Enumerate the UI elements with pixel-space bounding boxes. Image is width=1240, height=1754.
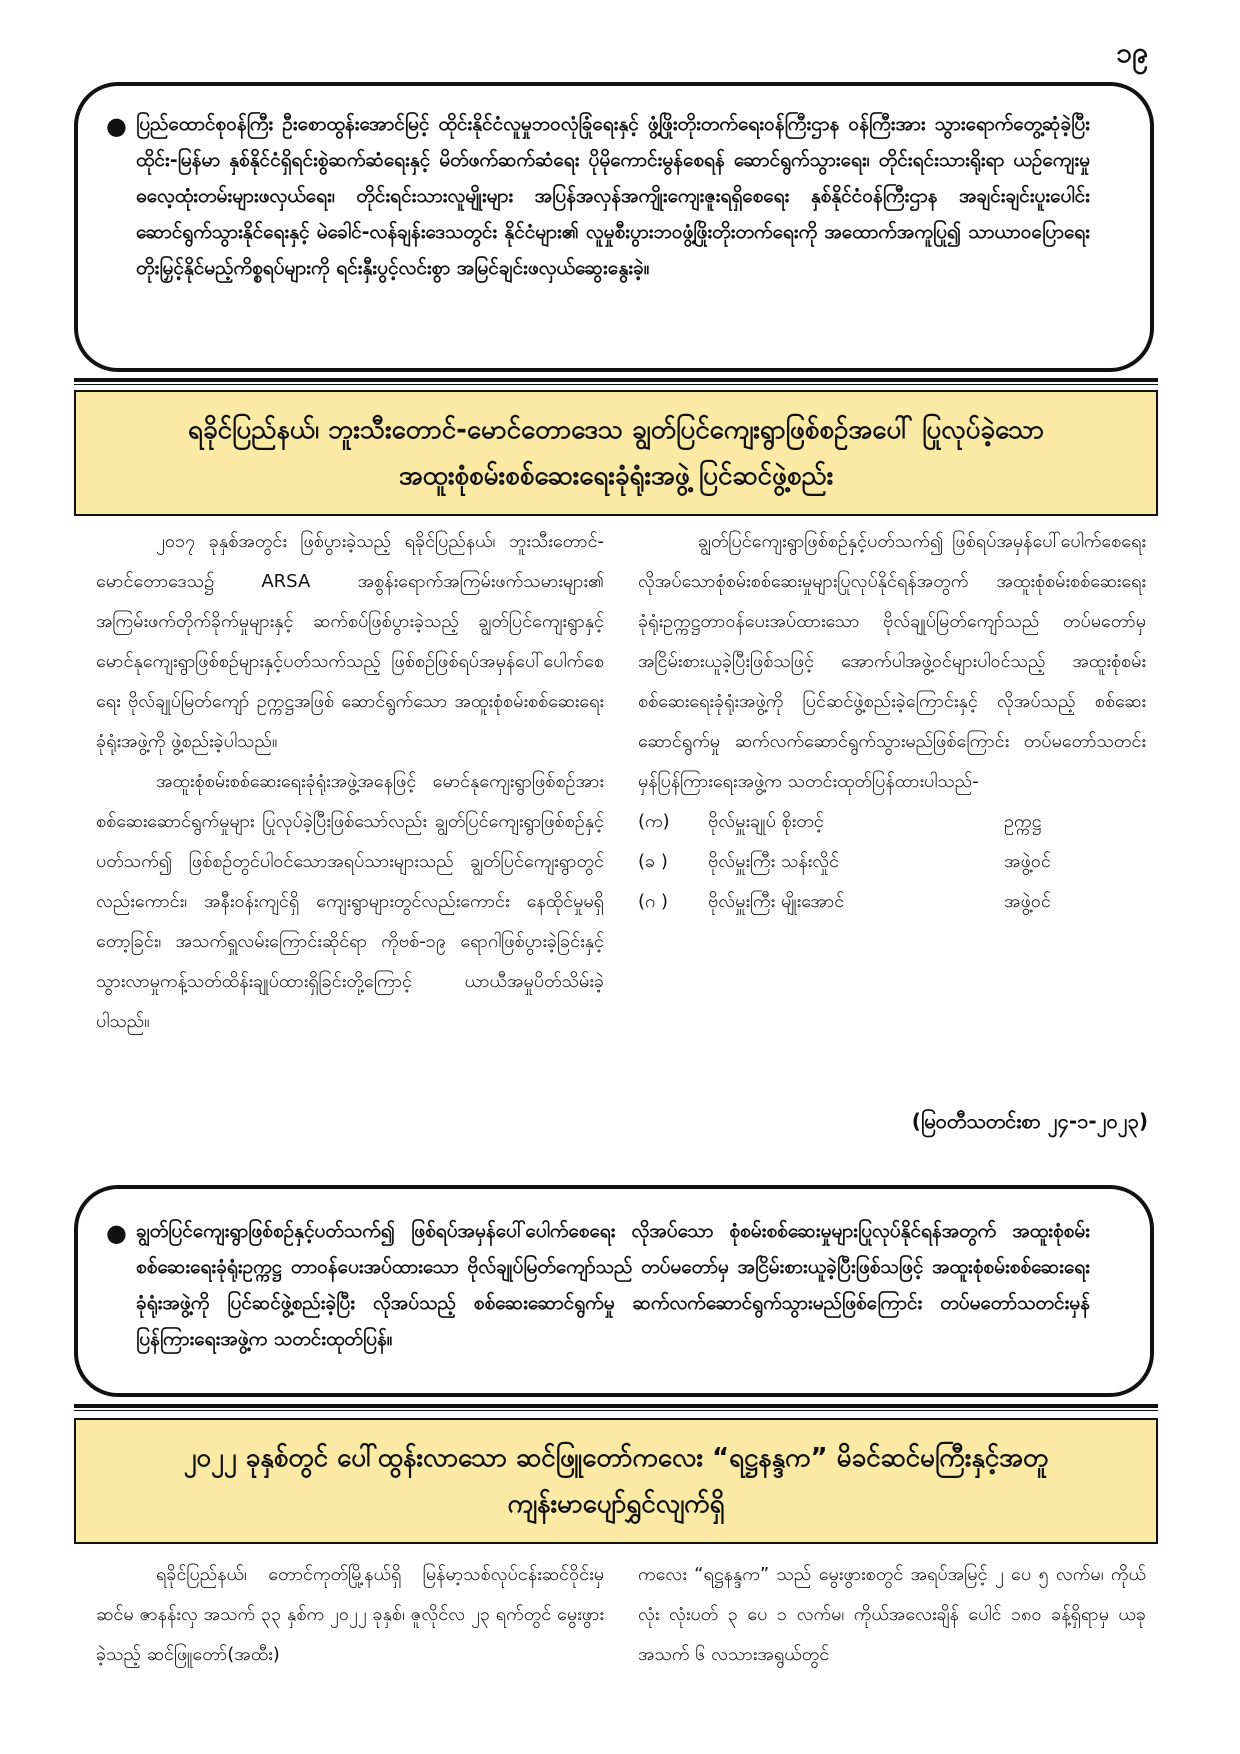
member-index: (က) xyxy=(638,811,670,832)
member-list xyxy=(638,802,1146,922)
summary-text: ပြည်ထောင်စုဝန်ကြီး ဦးစောထွန်းအောင်မြင့် ထိုင်းနိုင်ငံလူမှုဘဝလုံခြုံရေးနှင့် ဖွံ့ဖြိုးတိုးတက်ရေးဝန်ကြီးဌာန ဝန်ကြီးအား သွားရောက်တွေ့ဆုံခဲ့ပြီး ထိုင်း-မြန်မာ နှစ်နိုင်ငံရှိရင်းစွဲဆက်ဆံရေးနှင့် မိတ်ဖက်ဆက်ဆံရေး ပိုမိုကောင်းမွန်စေရန် ဆောင်ရွက်သွားရေး၊ တိုင်းရင်းသားရိုးရာ ယဉ်ကျေးမှုဓလေ့ထုံးတမ်းများဖလှယ်ရေး၊ တိုင်းရင်းသားလူမျိုးများ အပြန်အလှန်အကျိုးကျေးဇူးရရှိစေရေး နှစ်နိုင်ငံဝန်ကြီးဌာန အချင်းချင်းပူးပေါင်းဆောင်ရွက်သွားနိုင်ရေးနှင့် မဲခေါင်-လန်ချန်းဒေသတွင်း နိုင်ငံများ၏ လူမှုစီးပွားဘဝဖွံ့ဖြိုးတိုးတက်ရေးကို အထောက်အကူပြု၍ သာယာဝပြောရေး တိုးမြှင့်နိုင်မည့်ကိစ္စရပ်များကို ရင်းနှီးပွင့်လင်းစွာ အမြင်ချင်းဖလှယ်ဆွေးနွေးခဲ့။ xyxy=(136,113,1090,279)
article-column-left xyxy=(96,522,604,1042)
article-title-line: ၂၀၂၂ ခုနှစ်တွင် ပေါ်ထွန်းလာသော ဆင်ဖြူတော်ကလေး “ရဋ္ဌနန္ဒက” မိခင်ဆင်မကြီးနှင့်အတူ xyxy=(183,1443,1049,1473)
member-role: အဖွဲ့ဝင် xyxy=(1004,891,1051,912)
summary-text: ချွတ်ပြင်ကျေးရွာဖြစ်စဉ်နှင့်ပတ်သက်၍ ဖြစ်ရပ်အမှန်ပေါ်ပေါက်စေရေး လိုအပ်သော စုံစမ်းစစ်ဆေးမှုများပြုလုပ်နိုင်ရန်အတွက် အထူးစုံစမ်းစစ်ဆေးရေးခုံရုံးဥက္ကဋ္ဌ တာဝန်ပေးအပ်ထားသော ဗိုလ်ချုပ်မြတ်ကျော်သည် တပ်မတော်မှ အငြိမ်းစားယူခဲ့ပြီးဖြစ်သဖြင့် အထူးစုံစမ်းစစ်ဆေးရေးခုံရုံးအဖွဲ့ကို ပြင်ဆင်ဖွဲ့စည်းခဲ့ပြီး လိုအပ်သည့် စစ်ဆေးဆောင်ရွက်မှု ဆက်လက်ဆောင်ရွက်သွားမည်ဖြစ်ကြောင်း တပ်မတော်သတင်းမှန်ပြန်ကြားရေးအဖွဲ့က သတင်းထုတ်ပြန်။ xyxy=(136,1220,1090,1350)
article-title-box xyxy=(74,390,1158,516)
page-number: ၁၉ xyxy=(1116,36,1148,69)
paragraph: ရခိုင်ပြည်နယ်၊ တောင်ကုတ်မြို့နယ်ရှိ မြန်မာ့သစ်လုပ်ငန်းဆင်ဝိုင်းမှ ဆင်မ ဇာနန်းလှ အသက် ၃၃ နှစ်က ၂၀၂၂ ခုနှစ်၊ ဇူလိုင်လ ၂၃ ရက်တွင် မွေးဖွားခဲ့သည့် ဆင်ဖြူတော်(အထီး) xyxy=(96,1564,604,1665)
summary-box-thai-meeting xyxy=(74,82,1154,372)
summary-box-tribunal xyxy=(74,1185,1154,1397)
paragraph: ကလေး “ရဋ္ဌနန္ဒက” သည် မွေးဖွားစတွင် အရပ်အမြင့် ၂ ပေ ၅ လက်မ၊ ကိုယ်လုံး လုံးပတ် ၃ ပေ ၁ လက်မ၊ ကိုယ်အလေးချိန် ပေါင် ၁၈၀ ခန့်ရှိရာမှ ယခုအသက် ၆ လသားအရွယ်တွင် xyxy=(638,1564,1146,1665)
member-index: (ခ ) xyxy=(638,851,668,872)
member-index: (ဂ ) xyxy=(638,891,669,912)
article-title-line: ရခိုင်ပြည်နယ်၊ ဘူးသီးတောင်-မောင်တောဒေသ ချွတ်ပြင်ကျေးရွာဖြစ်စဉ်အပေါ် ပြုလုပ်ခဲ့သော xyxy=(188,415,1044,445)
member-row xyxy=(638,802,1146,842)
member-name: ဗိုလ်မှူးကြီး မျိုးအောင် xyxy=(708,891,845,912)
member-row xyxy=(638,842,1146,882)
member-role: အဖွဲ့ဝင် xyxy=(1004,851,1051,872)
member-row xyxy=(638,882,1146,922)
member-name: ဗိုလ်မှူးကြီး သန်းလှိုင် xyxy=(708,851,840,872)
separator-rule xyxy=(74,1404,1158,1411)
paragraph: ချွတ်ပြင်ကျေးရွာဖြစ်စဉ်နှင့်ပတ်သက်၍ ဖြစ်ရပ်အမှန်ပေါ်ပေါက်စေရေး လိုအပ်သောစုံစမ်းစစ်ဆေးမှုများပြုလုပ်နိုင်ရန်အတွက် အထူးစုံစမ်းစစ်ဆေးရေးခုံရုံးဥက္ကဋ္ဌတာဝန်ပေးအပ်ထားသော ဗိုလ်ချုပ်မြတ်ကျော်သည် တပ်မတော်မှ အငြိမ်းစားယူခဲ့ပြီးဖြစ်သဖြင့် အောက်ပါအဖွဲ့ဝင်များပါဝင်သည့် အထူးစုံစမ်းစစ်ဆေးရေးခုံရုံးအဖွဲ့ကို ပြင်ဆင်ဖွဲ့စည်းခဲ့ကြောင်းနှင့် လိုအပ်သည့် စစ်ဆေးဆောင်ရွက်မှု ဆက်လက်ဆောင်ရွက်သွားမည်ဖြစ်ကြောင်း တပ်မတော်သတင်းမှန်ပြန်ကြားရေးအဖွဲ့က သတင်းထုတ်ပြန်ထားပါသည်- xyxy=(638,531,1146,792)
bullet-icon: ● xyxy=(106,112,127,140)
article-column-left xyxy=(96,1555,604,1675)
paragraph: အထူးစုံစမ်းစစ်ဆေးရေးခုံရုံးအဖွဲ့အနေဖြင့် မောင်နုကျေးရွာဖြစ်စဉ်အား စစ်ဆေးဆောင်ရွက်မှုများ ပြုလုပ်ခဲ့ပြီးဖြစ်သော်လည်း ချွတ်ပြင်ကျေးရွာဖြစ်စဉ်နှင့်ပတ်သက်၍ ဖြစ်စဉ်တွင်ပါဝင်သောအရပ်သားများသည် ချွတ်ပြင်ကျေးရွာတွင်လည်းကောင်း၊ အနီးဝန်းကျင်ရှိ ကျေးရွာများတွင်လည်းကောင်း နေထိုင်မှုမရှိတော့ခြင်း၊ အသက်ရှူလမ်းကြောင်းဆိုင်ရာ ကိုဗစ်-၁၉ ရောဂါဖြစ်ပွားခဲ့ခြင်းနှင့် သွားလာမှုကန့်သတ်ထိန်းချုပ်ထားရှိခြင်းတို့ကြောင့် ယာယီအမှုပိတ်သိမ်းခဲ့ပါသည်။ xyxy=(96,771,604,1032)
paragraph: ၂၀၁၇ ခုနှစ်အတွင်း ဖြစ်ပွားခဲ့သည့် ရခိုင်ပြည်နယ်၊ ဘူးသီးတောင်-မောင်တောဒေသ၌ ARSA အစွန်းရောက်အကြမ်းဖက်သမားများ၏ အကြမ်းဖက်တိုက်ခိုက်မှုများနှင့် ဆက်စပ်ဖြစ်ပွားခဲ့သည့် ချွတ်ပြင်ကျေးရွာနှင့် မောင်နုကျေးရွာဖြစ်စဉ်များနှင့်ပတ်သက်သည့် ဖြစ်စဉ်ဖြစ်ရပ်အမှန်ပေါ်ပေါက်စေရေး ဗိုလ်ချုပ်မြတ်ကျော် ဥက္ကဋ္ဌအဖြစ် ဆောင်ရွက်သော အထူးစုံစမ်းစစ်ဆေးရေးခုံရုံးအဖွဲ့ကို ဖွဲ့စည်းခဲ့ပါသည်။ xyxy=(96,531,604,752)
article-column-right xyxy=(638,522,1146,922)
news-source: (မြဝတီသတင်းစာ ၂၄-၁-၂၀၂၃) xyxy=(911,1109,1148,1133)
member-name: ဗိုလ်မှူးချုပ် စိုးတင့် xyxy=(708,811,824,832)
separator-rule xyxy=(74,378,1158,385)
article-title-line: အထူးစုံစမ်းစစ်ဆေးရေးခုံရုံးအဖွဲ့ ပြင်ဆင်ဖွဲ့စည်း xyxy=(398,461,834,491)
article-title-line: ကျန်းမာပျော်ရွှင်လျက်ရှိ xyxy=(507,1489,725,1519)
article-title-box xyxy=(74,1418,1158,1544)
member-role: ဥက္ကဋ္ဌ xyxy=(1004,811,1042,832)
bullet-icon: ● xyxy=(106,1219,127,1247)
article-column-right xyxy=(638,1555,1146,1675)
